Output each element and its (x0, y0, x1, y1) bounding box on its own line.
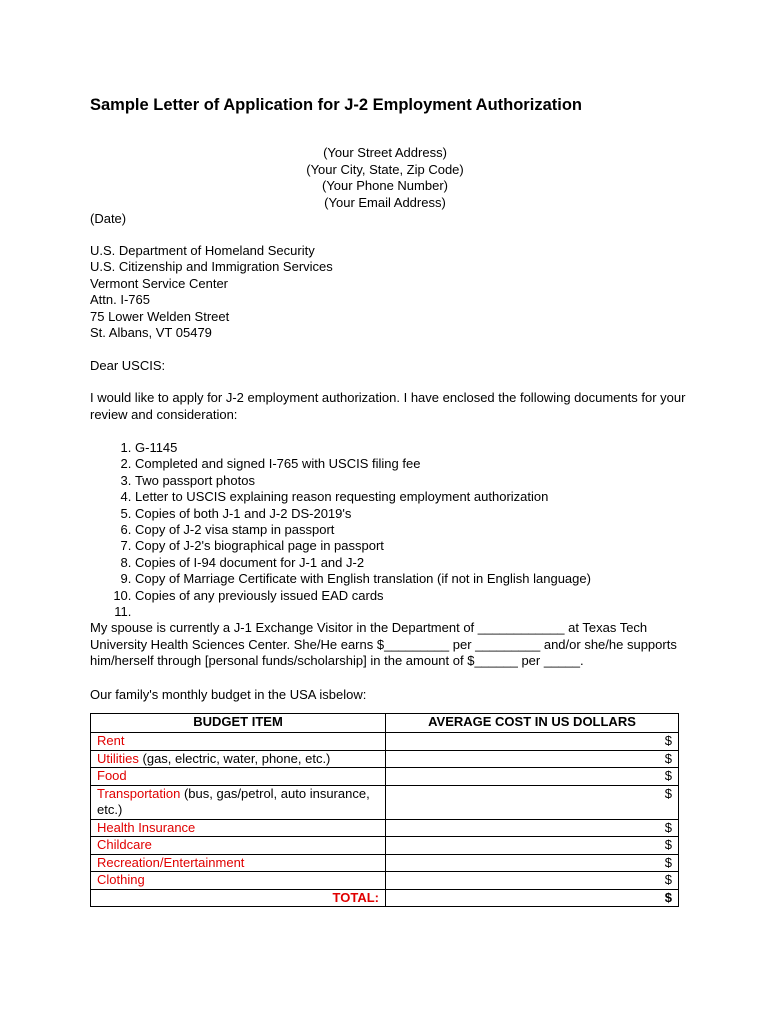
table-row (91, 819, 679, 837)
sender-phone: (Your Phone Number) (322, 178, 448, 193)
budget-amount-cell[interactable]: $ (386, 872, 679, 890)
list-item: 5. Copies of both J-1 and J-2 DS-2019's (135, 506, 690, 522)
page-title: Sample Letter of Application for J-2 Employment Authorization (90, 96, 582, 114)
budget-intro: Our family's monthly budget in the USA isbelow: (90, 686, 367, 702)
list-item: 8. Copies of I-94 document for J-1 and J-2 (135, 555, 690, 571)
budget-item-label: Childcare (97, 837, 152, 853)
recipient-line: U.S. Citizenship and Immigration Services (90, 259, 333, 274)
documents-list (90, 440, 690, 620)
budget-item-label: Food (97, 768, 127, 784)
table-row (91, 872, 679, 890)
sender-address (90, 145, 680, 211)
sender-email: (Your Email Address) (324, 194, 446, 210)
list-item: 3. Two passport photos (135, 473, 690, 489)
budget-item-label: Recreation/Entertainment (97, 854, 245, 870)
total-label: TOTAL: (91, 889, 386, 907)
recipient-line: Attn. I-765 (90, 292, 150, 307)
budget-item-label: Clothing (97, 872, 145, 888)
recipient-line: St. Albans, VT 05479 (90, 325, 212, 340)
table-row (91, 768, 679, 786)
header-average-cost: AVERAGE COST IN US DOLLARS (386, 714, 679, 733)
table-row (91, 854, 679, 872)
table-row (91, 733, 679, 751)
intro-paragraph: I would like to apply for J-2 employment authorization. I have enclosed the following documents for your review and consideration: (90, 390, 686, 422)
budget-amount-cell[interactable]: $ (386, 854, 679, 872)
salutation: Dear USCIS: (90, 357, 166, 373)
letter-date: (Date) (90, 211, 127, 226)
budget-item-cell (91, 750, 386, 768)
budget-item-note: (bus, gas/petrol, auto insurance, etc.) (97, 785, 370, 818)
list-item: 2. Completed and signed I-765 with USCIS filing fee (135, 456, 690, 472)
recipient-line: 75 Lower Welden Street (90, 308, 230, 324)
list-item: 7. Copy of J-2's biographical page in passport (135, 538, 690, 554)
recipient-line: Vermont Service Center (90, 275, 229, 291)
table-row (91, 837, 679, 855)
budget-amount-cell[interactable]: $ (386, 837, 679, 855)
budget-item-cell (91, 872, 386, 890)
table-row (91, 785, 679, 819)
budget-item-label: Rent (97, 733, 125, 749)
table-row (91, 750, 679, 768)
table-header-row (91, 714, 679, 733)
budget-item-label: Transportation (97, 785, 181, 801)
recipient-address (90, 243, 690, 342)
budget-item-cell (91, 854, 386, 872)
budget-item-cell (91, 733, 386, 751)
spouse-paragraph: My spouse is currently a J-1 Exchange Visitor in the Department of ____________ at Texas Tech University Health Sciences Center. She/He earns $_________ per _________ and/or she/he supports him/herself through [personal funds/scholarship] in the amount of $______ per _____. (90, 620, 677, 669)
budget-item-cell (91, 819, 386, 837)
header-budget-item: BUDGET ITEM (91, 714, 386, 733)
recipient-line: U.S. Department of Homeland Security (90, 242, 315, 258)
budget-item-label: Health Insurance (97, 819, 196, 835)
budget-item-cell (91, 837, 386, 855)
budget-item-cell (91, 785, 386, 819)
budget-item-label: Utilities (97, 750, 139, 766)
budget-amount-cell[interactable]: $ (386, 785, 679, 819)
budget-table (90, 713, 679, 907)
list-item: 4. Letter to USCIS explaining reason requesting employment authorization (135, 489, 690, 505)
budget-amount-cell[interactable]: $ (386, 733, 679, 751)
list-item: 9. Copy of Marriage Certificate with English translation (if not in English language) (135, 571, 690, 587)
total-row (91, 889, 679, 907)
budget-amount-cell[interactable]: $ (386, 768, 679, 786)
sender-city: (Your City, State, Zip Code) (306, 161, 464, 177)
list-item: 6. Copy of J-2 visa stamp in passport (135, 522, 690, 538)
list-item: 1. G-1145 (135, 440, 690, 456)
sender-street: (Your Street Address) (323, 145, 447, 160)
list-item: 10. Copies of any previously issued EAD cards (135, 588, 690, 604)
budget-amount-cell[interactable]: $ (386, 819, 679, 837)
letter-page (90, 95, 690, 907)
budget-item-note: (gas, electric, water, phone, etc.) (138, 750, 331, 766)
budget-item-cell (91, 768, 386, 786)
total-amount-cell[interactable]: $ (386, 889, 679, 907)
budget-amount-cell[interactable]: $ (386, 750, 679, 768)
list-item (135, 604, 690, 620)
